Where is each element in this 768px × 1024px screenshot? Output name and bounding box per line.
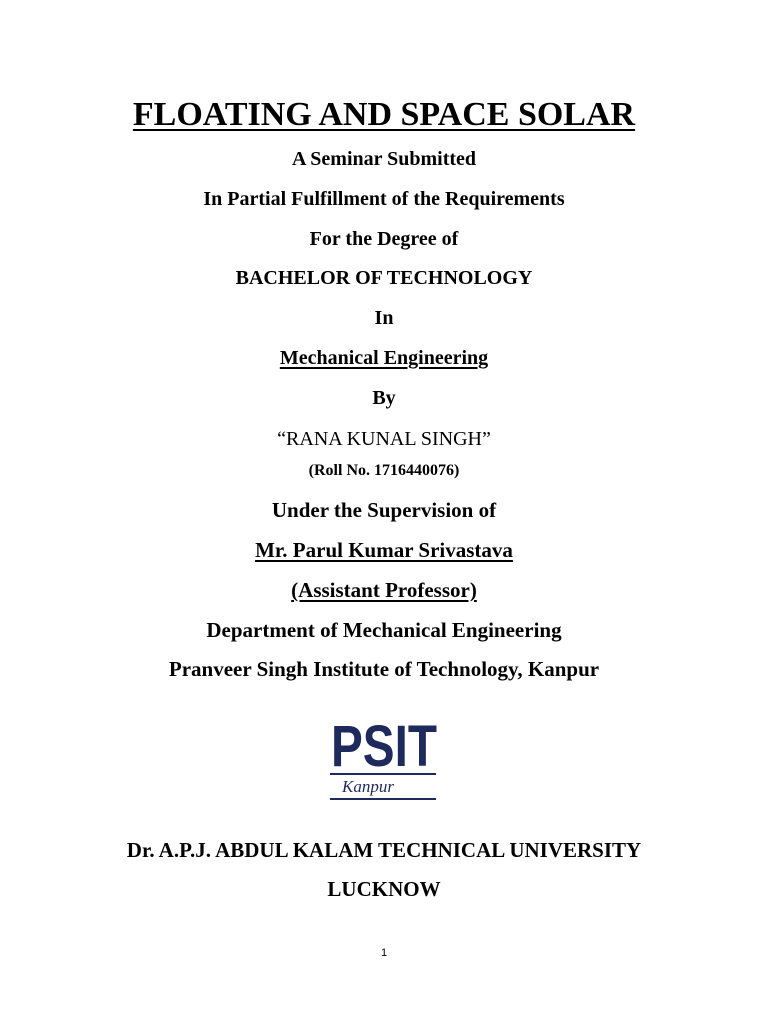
document-title: FLOATING AND SPACE SOLAR (132, 96, 636, 133)
institute-name: Pranveer Singh Institute of Technology, Kanpur (168, 657, 600, 681)
degree-name: BACHELOR OF TECHNOLOGY (235, 267, 533, 289)
logo-wordmark: PSIT (331, 714, 437, 779)
university-name: Dr. A.P.J. ABDUL KALAM TECHNICAL UNIVERSITY (126, 838, 642, 862)
supervision-label: Under the Supervision of (271, 498, 497, 522)
by-label: By (372, 387, 396, 409)
department-name: Department of Mechanical Engineering (206, 618, 562, 642)
supervisor-name: Mr. Parul Kumar Srivastava (255, 538, 513, 562)
logo-subtext: Kanpur (342, 777, 394, 796)
in-label: In (374, 307, 394, 329)
page-number: 1 (380, 947, 388, 959)
supervisor-title-line (0, 580, 768, 601)
branch-line (0, 348, 768, 368)
author-name: “RANA KUNAL SINGH” (277, 428, 491, 450)
psit-logo (328, 708, 440, 803)
university-city: LUCKNOW (327, 877, 441, 901)
supervisor-line (0, 540, 768, 561)
subtitle-fulfillment: In Partial Fulfillment of the Requirements (203, 188, 565, 210)
supervisor-title: (Assistant Professor) (291, 578, 477, 602)
branch-name: Mechanical Engineering (279, 347, 489, 369)
roll-number: (Roll No. 1716440076) (308, 462, 460, 479)
subtitle-seminar: A Seminar Submitted (291, 148, 477, 170)
subtitle-degree-of: For the Degree of (309, 228, 459, 250)
